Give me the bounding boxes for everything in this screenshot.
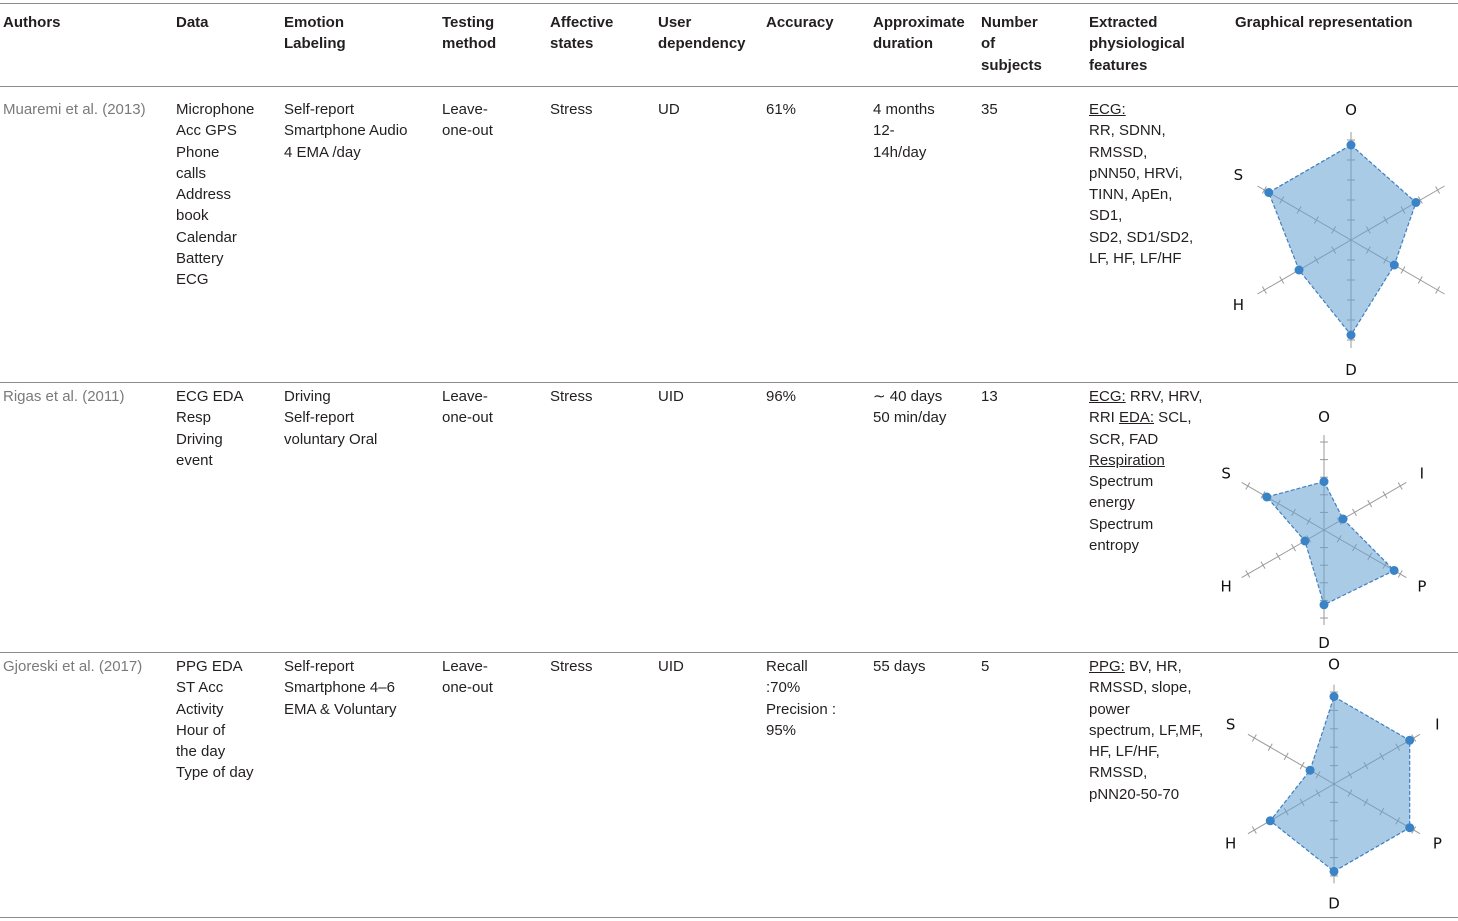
radar-area: [1270, 697, 1409, 872]
header-authors: Authors: [3, 14, 61, 31]
cell-dependency: UID: [658, 658, 684, 675]
bottom-rule: [0, 917, 1458, 918]
radar-point-H: [1300, 537, 1309, 546]
axis-label-O: O: [1318, 407, 1330, 426]
header-features: Extracted physiological features: [1089, 14, 1185, 74]
axis-tick: [1246, 571, 1250, 578]
cell-duration: ∼ 40 days 50 min/day: [873, 388, 947, 427]
cell-features: [1089, 656, 1203, 805]
radar-point-D: [1347, 331, 1356, 340]
axis-tick: [1436, 187, 1440, 194]
cell-dependency: UID: [658, 388, 684, 405]
header-user-dependency: User dependency: [658, 14, 746, 53]
axis-label-H: H: [1224, 834, 1237, 853]
radar-point-S: [1262, 493, 1271, 502]
header-duration: Approximate duration: [873, 14, 965, 53]
cell-duration: 55 days: [873, 658, 926, 675]
feature-list-respiration: Spectrum energy Spectrum entropy: [1089, 473, 1154, 555]
axis-tick: [1262, 287, 1266, 294]
cell-dependency: UD: [658, 101, 680, 118]
cell-features: [1089, 99, 1193, 269]
radar-point-O: [1330, 692, 1339, 701]
radar-point-H: [1266, 816, 1275, 825]
radar-point-S: [1264, 188, 1273, 197]
radar-point-O: [1320, 477, 1329, 486]
feature-group-ppg: PPG:: [1089, 658, 1125, 675]
cell-states: Stress: [550, 658, 593, 675]
axis-label-P: P: [1432, 834, 1442, 853]
axis-tick: [1418, 277, 1422, 284]
cell-testing: Leave- one-out: [442, 101, 493, 140]
header-rule: [0, 86, 1458, 87]
axis-tick: [1383, 491, 1387, 498]
axis-label-I: I: [1419, 464, 1425, 483]
radar-area: [1269, 145, 1416, 335]
feature-list-ecg: RRV, HRV, RRI: [1089, 388, 1203, 427]
radar-point-I: [1411, 198, 1420, 207]
cell-subjects: 13: [981, 388, 998, 405]
radar-point-D: [1320, 600, 1329, 609]
axis-tick: [1401, 267, 1405, 274]
axis-tick: [1352, 509, 1356, 516]
header-affective-states: Affective states: [550, 14, 614, 53]
radar-point-P: [1390, 261, 1399, 270]
axis-tick: [1284, 753, 1288, 760]
cell-testing: Leave- one-out: [442, 658, 493, 697]
axis-tick: [1398, 571, 1402, 578]
cell-accuracy: 61%: [766, 101, 797, 118]
cell-author: Rigas et al. (2011): [3, 388, 125, 405]
header-data: Data: [176, 14, 209, 31]
axis-label-S: S: [1221, 464, 1231, 483]
cell-labeling: Self-report Smartphone 4–6 EMA & Voluntary: [284, 658, 397, 718]
axis-tick: [1276, 553, 1280, 560]
header-testing-method: Testing method: [442, 14, 497, 53]
axis-tick: [1292, 544, 1296, 551]
axis-label-O: O: [1328, 655, 1340, 674]
feature-group-respiration: Respiration: [1089, 451, 1165, 469]
axis-label-S: S: [1225, 715, 1236, 734]
axis-tick: [1300, 762, 1304, 769]
cell-features: [1089, 386, 1202, 556]
cell-states: Stress: [550, 101, 593, 118]
radar-point-O: [1347, 141, 1356, 150]
cell-testing: Leave- one-out: [442, 388, 493, 427]
radar-point-P: [1405, 823, 1414, 832]
cell-subjects: 5: [981, 658, 990, 675]
radar-point-D: [1330, 867, 1339, 876]
header-graphical: Graphical representation: [1235, 14, 1413, 31]
feature-list-ecg: RR, SDNN, RMSSD, pNN50, HRVi, TINN, ApEn, SD1, SD2, SD1/SD2, LF, HF, LF/HF: [1089, 122, 1194, 268]
cell-data: Microphone Acc GPS Phone calls Address book Calendar Battery ECG: [176, 101, 255, 289]
axis-tick: [1252, 735, 1256, 742]
cell-duration: 4 months 12- 14h/day: [873, 101, 935, 161]
feature-group-ecg: ECG:: [1089, 101, 1126, 118]
axis-label-I: I: [1435, 715, 1440, 734]
cell-accuracy: Recall :70% Precision : 95%: [766, 658, 837, 739]
radar-point-I: [1339, 515, 1348, 524]
feature-group-eda: EDA:: [1119, 409, 1155, 427]
header-emotion-labeling: Emotion Labeling: [284, 14, 346, 53]
header-accuracy: Accuracy: [766, 14, 834, 31]
axis-label-O: O: [1345, 101, 1357, 119]
cell-subjects: 35: [981, 101, 998, 118]
cell-labeling: Self-report Smartphone Audio 4 EMA /day: [284, 101, 408, 161]
feature-list-ppg: BV, HR, RMSSD, slope, power spectrum, LF,MF, HF, LF/HF, RMSSD, pNN20-50-70: [1089, 658, 1204, 803]
row-rule-2: [0, 652, 1458, 653]
axis-label-P: P: [1417, 577, 1427, 596]
axis-label-S: S: [1233, 166, 1244, 184]
radar-point-S: [1306, 766, 1315, 775]
axis-tick: [1436, 287, 1440, 294]
axis-label-D: D: [1328, 894, 1340, 913]
radar-point-I: [1405, 736, 1414, 745]
top-rule: [0, 3, 1458, 4]
radar-point-P: [1390, 566, 1399, 575]
axis-tick: [1398, 483, 1402, 490]
feature-group-ecg: ECG:: [1089, 388, 1126, 405]
axis-tick: [1280, 277, 1284, 284]
axis-tick: [1246, 483, 1250, 490]
axis-tick: [1261, 562, 1265, 569]
axis-tick: [1252, 827, 1256, 834]
axis-label-H: H: [1220, 577, 1232, 596]
header-subjects: Number of subjects: [981, 14, 1042, 74]
cell-data: PPG EDA ST Acc Activity Hour of the day Type of day: [176, 658, 254, 782]
cell-states: Stress: [550, 388, 593, 405]
axis-label-H: H: [1232, 296, 1245, 314]
axis-tick: [1368, 500, 1372, 507]
cell-labeling: Driving Self-report voluntary Oral: [284, 388, 378, 448]
axis-label-D: D: [1345, 361, 1357, 379]
cell-author: Gjoreski et al. (2017): [3, 658, 143, 675]
feature-list-eda: SCL, SCR, FAD: [1089, 409, 1192, 448]
axis-tick: [1268, 744, 1272, 751]
cell-accuracy: 96%: [766, 388, 797, 405]
cell-data: ECG EDA Resp Driving event: [176, 388, 244, 469]
axis-label-D: D: [1318, 634, 1330, 653]
row-rule-1: [0, 382, 1458, 383]
cell-author: Muaremi et al. (2013): [3, 101, 146, 118]
radar-point-H: [1295, 266, 1304, 275]
